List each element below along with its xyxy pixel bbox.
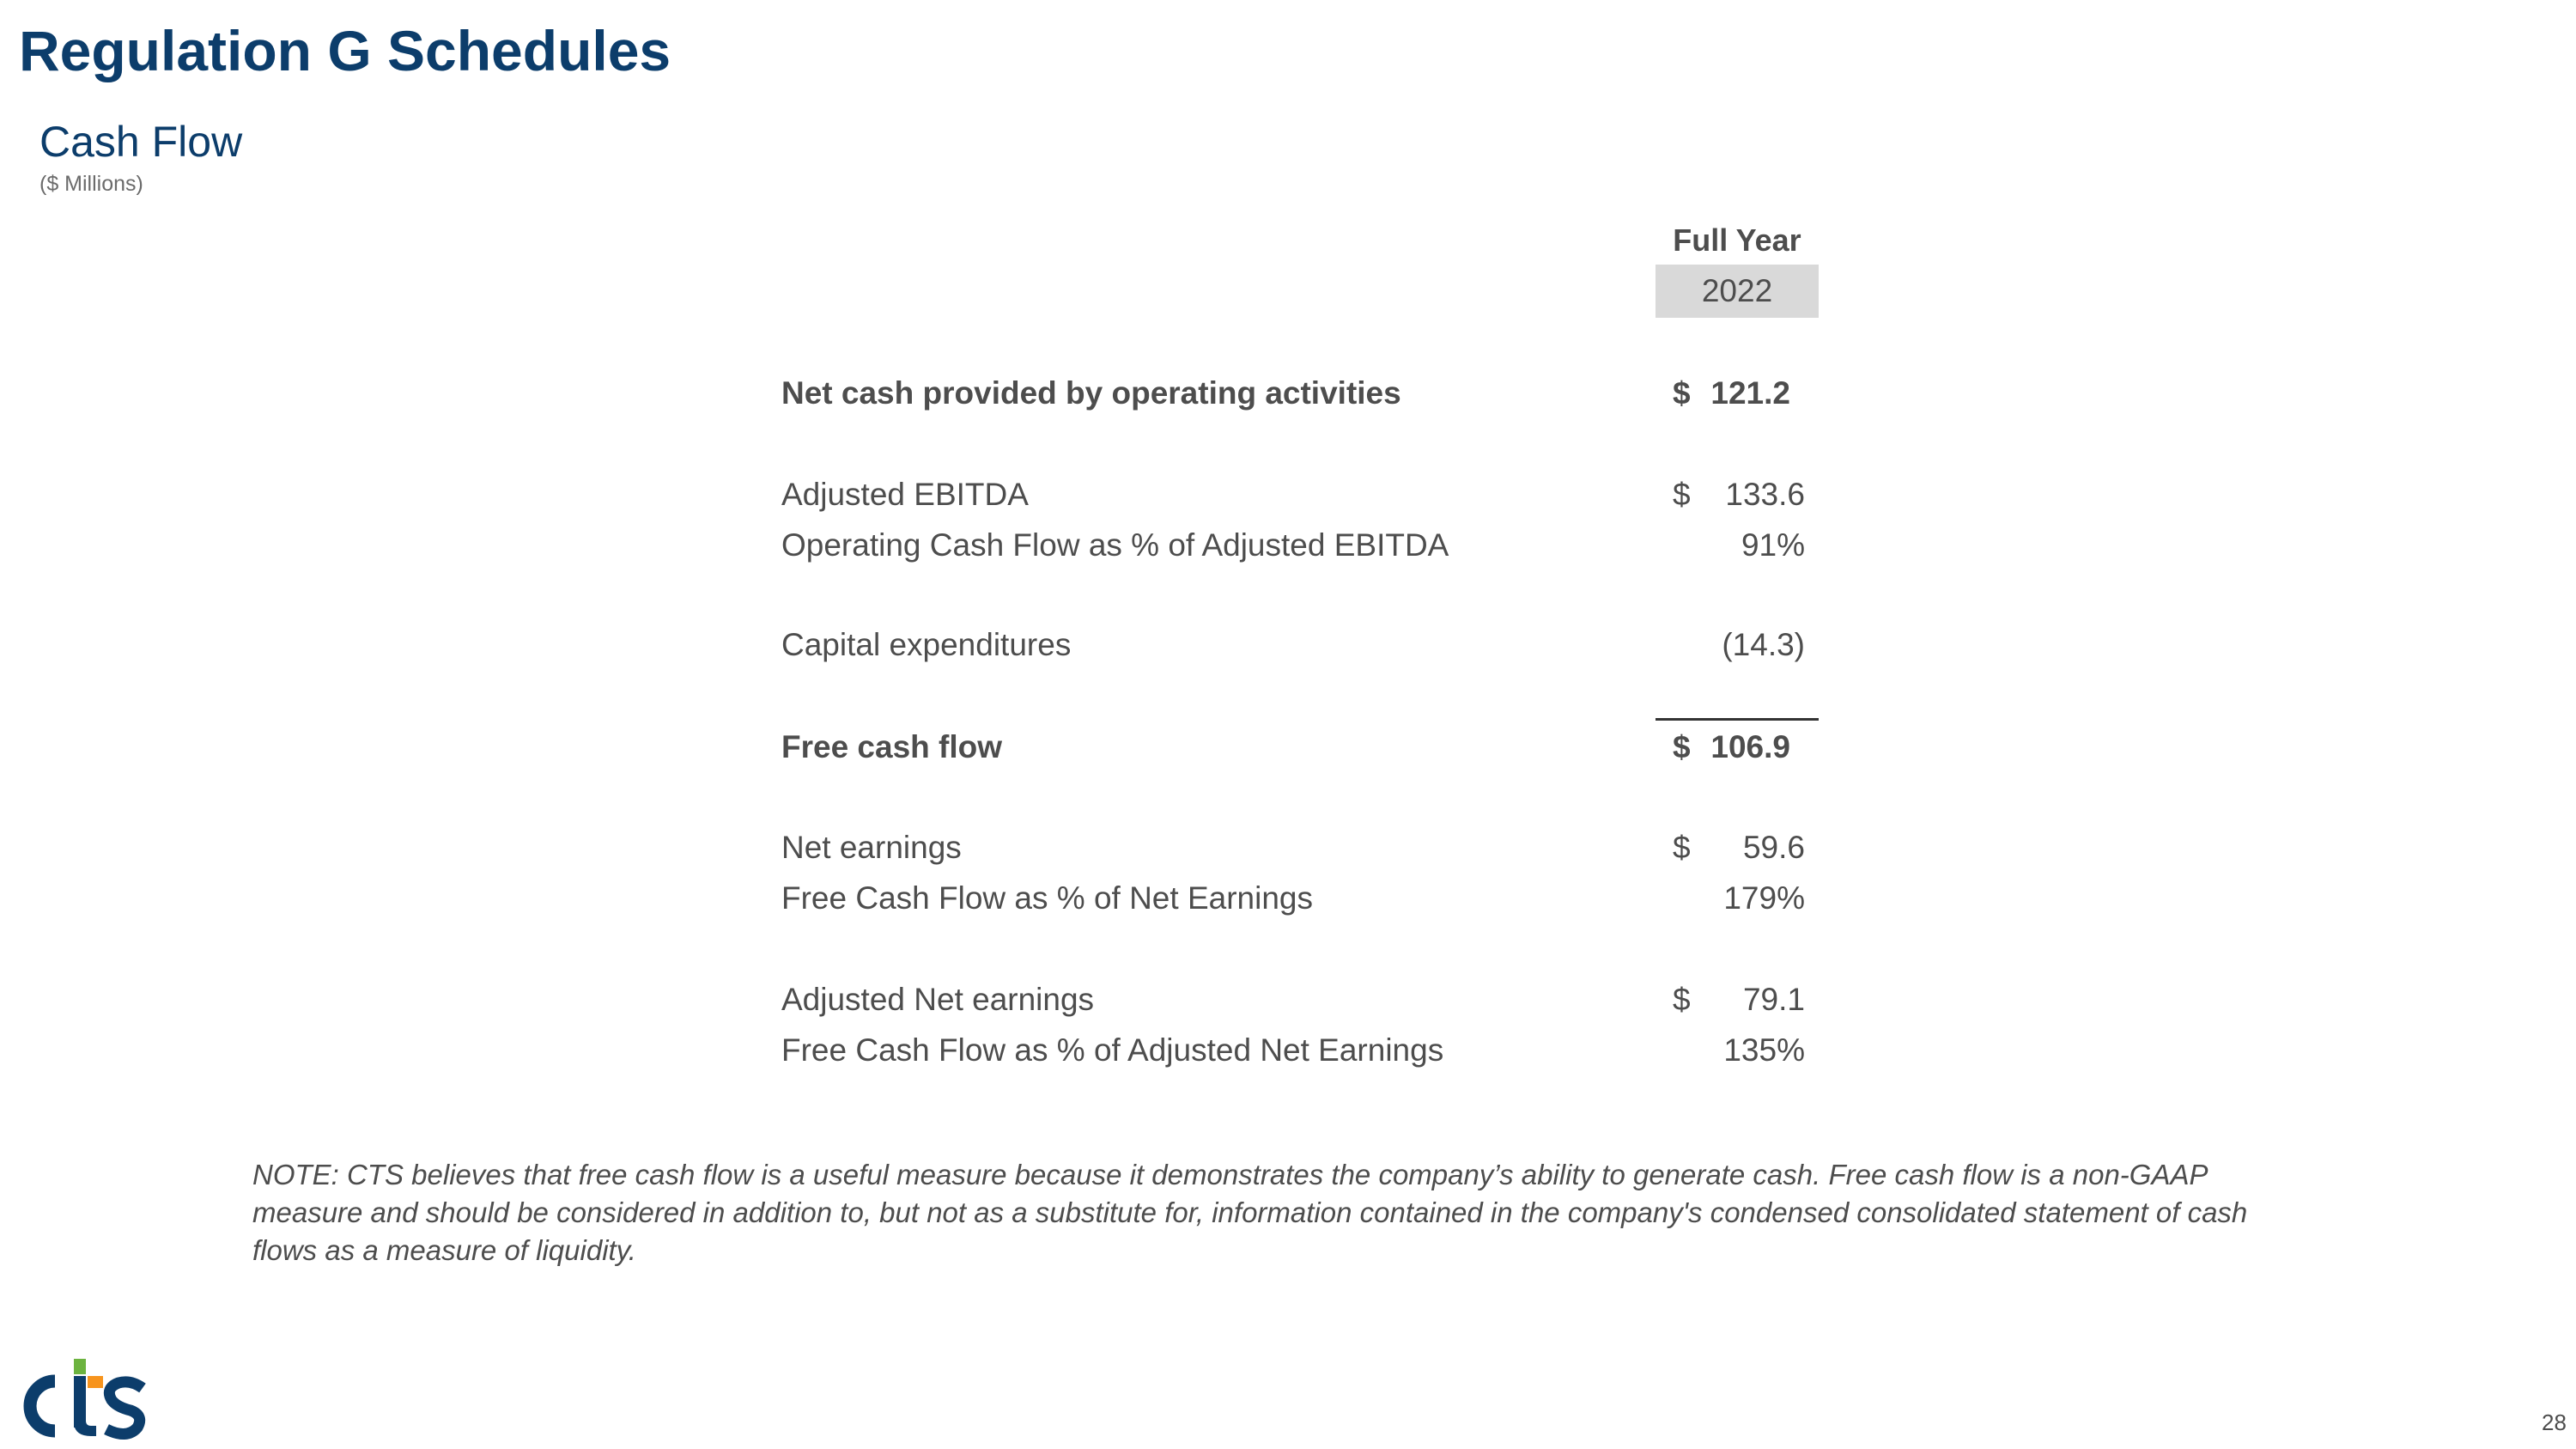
table-row xyxy=(0,974,2576,1026)
row-value: 135% xyxy=(1723,1032,1805,1068)
table-row xyxy=(0,822,2576,874)
row-currency: $ xyxy=(1673,375,1691,411)
row-value: 106.9 xyxy=(1710,729,1790,764)
row-currency: $ xyxy=(1673,729,1691,764)
table-row xyxy=(0,520,2576,571)
table-row xyxy=(0,368,2576,419)
column-header-full-year: Full Year xyxy=(1673,222,1801,258)
column-header-year: 2022 xyxy=(1656,265,1819,318)
row-currency: $ xyxy=(1673,477,1691,512)
row-label: Free Cash Flow as % of Adjusted Net Earnings xyxy=(781,1032,1444,1068)
page-title: Regulation G Schedules xyxy=(19,19,671,82)
row-label: Free Cash Flow as % of Net Earnings xyxy=(781,880,1313,916)
row-value: 91% xyxy=(1741,527,1805,563)
row-label: Net earnings xyxy=(781,830,962,865)
row-value: 79.1 xyxy=(1742,982,1805,1017)
row-value: 59.6 xyxy=(1742,830,1805,865)
cts-logo-icon xyxy=(14,1355,151,1441)
row-label: Adjusted EBITDA xyxy=(781,477,1029,512)
row-value: 133.6 xyxy=(1725,477,1805,512)
row-label: Capital expenditures xyxy=(781,627,1072,662)
table-row xyxy=(0,873,2576,924)
row-label: Free cash flow xyxy=(781,729,1003,764)
table-row xyxy=(0,619,2576,671)
row-value: (14.3) xyxy=(1722,627,1805,662)
table-row xyxy=(0,469,2576,521)
page-number: 28 xyxy=(2542,1409,2567,1435)
row-label: Adjusted Net earnings xyxy=(781,982,1095,1017)
row-currency: $ xyxy=(1673,982,1691,1017)
table-row xyxy=(0,1025,2576,1076)
table-row xyxy=(0,721,2576,773)
footnote: NOTE: CTS believes that free cash flow is a useful measure because it demonstrates the company’s ability to generate cash. Free cash flow is a non-GAAP measure and should be considered in addition to, but not as a substitute for, information contained in the company's condensed consolidated statement of cash flows as a measure of liquidity. xyxy=(252,1159,2248,1266)
units-label: ($ Millions) xyxy=(39,172,143,196)
row-label: Net cash provided by operating activities xyxy=(781,375,1401,411)
subtotal-rule xyxy=(1656,718,1819,721)
row-currency: $ xyxy=(1673,830,1691,865)
row-value: 121.2 xyxy=(1710,375,1790,411)
section-title: Cash Flow xyxy=(39,118,243,166)
row-label: Operating Cash Flow as % of Adjusted EBITDA xyxy=(781,527,1449,563)
row-value: 179% xyxy=(1723,880,1805,916)
